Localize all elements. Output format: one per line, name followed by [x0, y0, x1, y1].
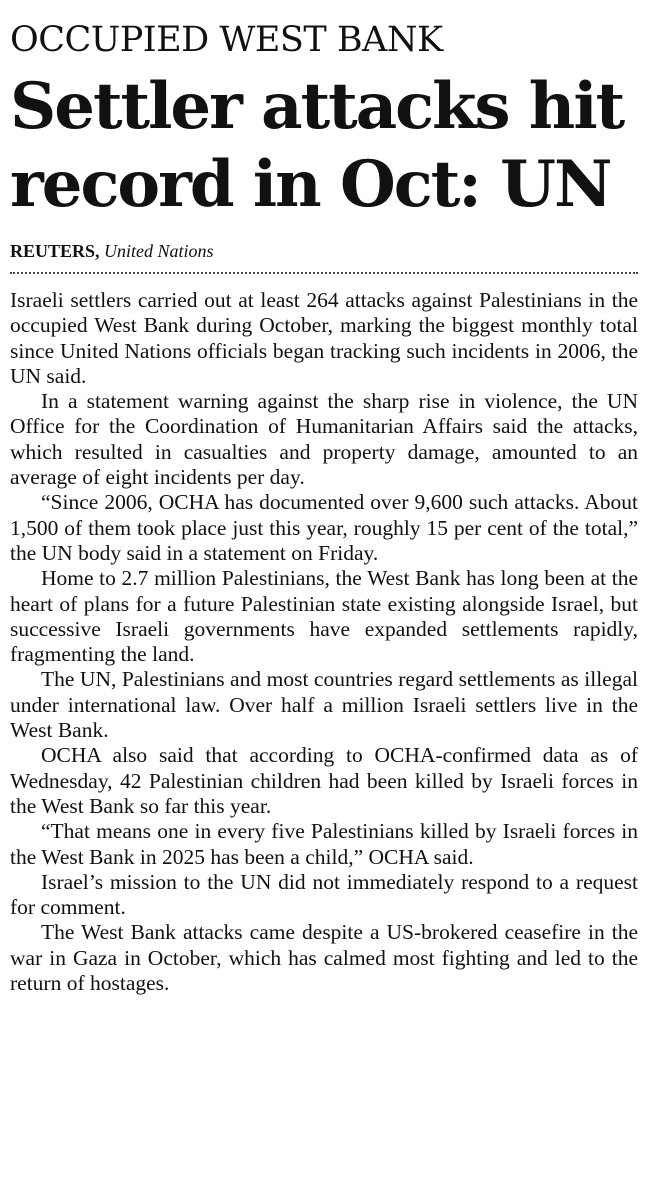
paragraph-6: OCHA also said that according to OCHA-confirmed data as of Wednesday, 42 Palestinian children had been killed by Israeli forces in the West Bank so far this year. [10, 743, 638, 818]
paragraph-7: “That means one in every five Palestinians killed by Israeli forces in the West Bank in 2025 has been a child,” OCHA said. [10, 819, 638, 869]
headline [10, 68, 638, 224]
paragraph-2: In a statement warning against the sharp rise in violence, the UN Office for the Coordination of Humanitarian Affairs said the attacks, which resulted in casualties and property damage, amounted to an average of eight incidents per day. [10, 389, 638, 490]
news-article [10, 0, 638, 996]
byline [10, 239, 638, 263]
section-kicker: OCCUPIED WEST BANK [10, 20, 443, 60]
paragraph-5: The UN, Palestinians and most countries regard settlements as illegal under international law. Over half a million Israeli settlers live in the West Bank. [10, 667, 638, 743]
paragraph-9: The West Bank attacks came despite a US-brokered ceasefire in the war in Gaza in October, which has calmed most fighting and led to the return of hostages. [10, 920, 638, 996]
byline-place: United Nations [104, 241, 214, 261]
paragraph-1: Israeli settlers carried out at least 264 attacks against Palestinians in the occupied West Bank during October, marking the biggest monthly total since United Nations officials began tracking such incidents in 2006, the UN said. [10, 288, 638, 388]
article-body [10, 288, 638, 996]
dotted-divider [10, 272, 638, 274]
headline-line-2: record in Oct: UN [10, 147, 611, 222]
headline-line-1: Settler attacks hit [10, 69, 624, 144]
paragraph-4: Home to 2.7 million Palestinians, the West Bank has long been at the heart of plans for a future Palestinian state existing alongside Israel, but successive Israeli governments have expanded settlements rapidly, fragmenting the land. [10, 566, 638, 667]
byline-agency: REUTERS, [10, 241, 100, 261]
paragraph-8: Israel’s mission to the UN did not immediately respond to a request for comment. [10, 869, 638, 920]
paragraph-3: “Since 2006, OCHA has documented over 9,600 such attacks. About 1,500 of them took place just this year, roughly 15 per cent of the total,” the UN body said in a statement on Friday. [10, 490, 638, 565]
